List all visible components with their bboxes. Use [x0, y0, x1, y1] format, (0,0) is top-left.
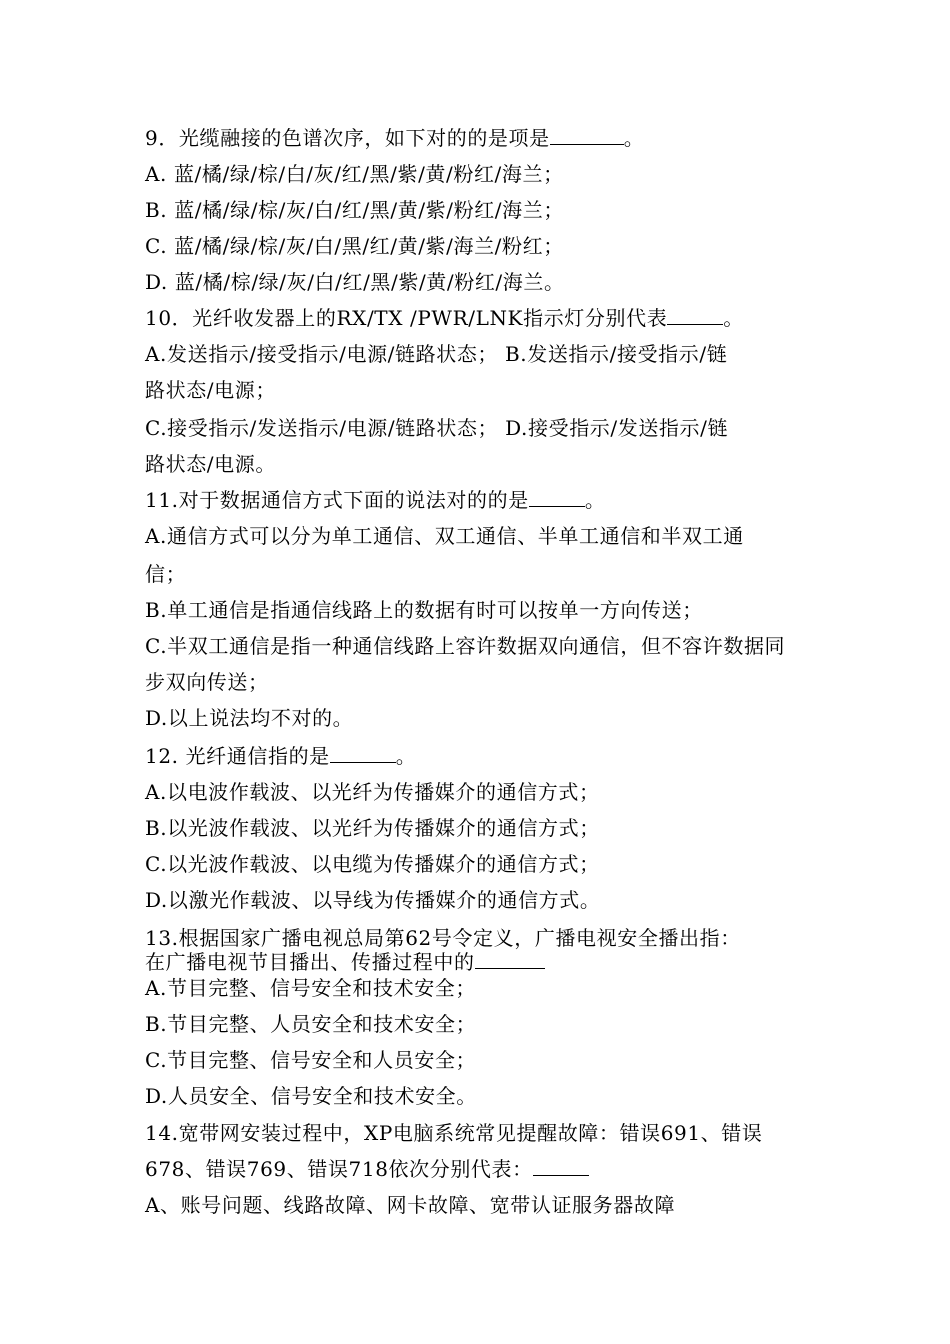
question-12-option-d: D.以激光作载波、以导线为传播媒介的通信方式。 — [145, 888, 601, 912]
answer-blank — [330, 744, 396, 763]
question-12-option-a: A.以电波作载波、以光纤为传播媒介的通信方式； — [145, 780, 600, 804]
question-11-option-line: C.半双工通信是指一种通信线路上容许数据双向通信，但不容许数据同 — [145, 634, 786, 658]
answer-blank — [529, 488, 585, 507]
question-10-option-line: C.接受指示/发送指示/电源/链路状态； D.接受指示/发送指示/链 — [145, 416, 729, 440]
question-10-option-line: 路状态/电源； — [145, 378, 276, 402]
question-12-stem: 12. 光纤通信指的是 。 — [145, 744, 417, 768]
question-10-option-line: 路状态/电源。 — [145, 452, 276, 476]
question-11-stem: 11.对于数据通信方式下面的说法对的的是 。 — [145, 488, 606, 512]
answer-blank — [475, 950, 545, 969]
question-13-option-c: C.节目完整、信号安全和人员安全； — [145, 1048, 477, 1072]
question-13-option-a: A.节目完整、信号安全和技术安全； — [145, 976, 477, 1000]
question-9-option-b: B. 蓝/橘/绿/棕/灰/白/红/黑/黄/紫/粉红/海兰； — [145, 198, 564, 222]
question-13-stem-line2: 在广播电视节目播出、传播过程中的 — [145, 950, 545, 974]
question-9-stem: 9．光缆融接的色谱次序，如下对的的是项是 。 — [145, 126, 645, 150]
answer-blank — [667, 306, 723, 325]
question-11-option-line: 步双向传送； — [145, 670, 269, 694]
question-10-option-line: A.发送指示/接受指示/电源/链路状态； B.发送指示/接受指示/链 — [145, 342, 728, 366]
question-13-option-d: D.人员安全、信号安全和技术安全。 — [145, 1084, 477, 1108]
question-9-option-a: A. 蓝/橘/绿/棕/白/灰/红/黑/紫/黄/粉红/海兰； — [145, 162, 564, 186]
question-10-stem: 10．光纤收发器上的RX/TX /PWR/LNK指示灯分别代表 。 — [145, 306, 744, 330]
answer-blank — [533, 1157, 589, 1176]
answer-blank — [550, 126, 624, 145]
question-11-option-line: D.以上说法均不对的。 — [145, 706, 354, 730]
question-14-stem: 14.宽带网安装过程中，XP电脑系统常见提醒故障：错误691、错误 — [145, 1121, 763, 1145]
question-13-option-b: B.节目完整、人员安全和技术安全； — [145, 1012, 477, 1036]
question-13-stem: 13.根据国家广播电视总局第62号令定义，广播电视安全播出指： — [145, 926, 741, 950]
question-12-option-b: B.以光波作载波、以光纤为传播媒介的通信方式； — [145, 816, 600, 840]
question-9-option-c: C. 蓝/橘/绿/棕/灰/白/黑/红/黄/紫/海兰/粉红； — [145, 234, 564, 258]
question-11-option-line: A.通信方式可以分为单工通信、双工通信、半单工通信和半双工通 — [145, 524, 744, 548]
question-9-option-d: D. 蓝/橘/棕/绿/灰/白/红/黑/紫/黄/粉红/海兰。 — [145, 270, 565, 294]
question-12-option-c: C.以光波作载波、以电缆为传播媒介的通信方式； — [145, 852, 600, 876]
question-14-option-a: A、账号问题、线路故障、网卡故障、宽带认证服务器故障 — [145, 1193, 676, 1217]
question-11-option-line: 信； — [145, 562, 187, 586]
question-11-option-line: B.单工通信是指通信线路上的数据有时可以按单一方向传送； — [145, 598, 703, 622]
question-14-stem-line2: 678、错误769、错误718依次分别代表： — [145, 1157, 589, 1181]
